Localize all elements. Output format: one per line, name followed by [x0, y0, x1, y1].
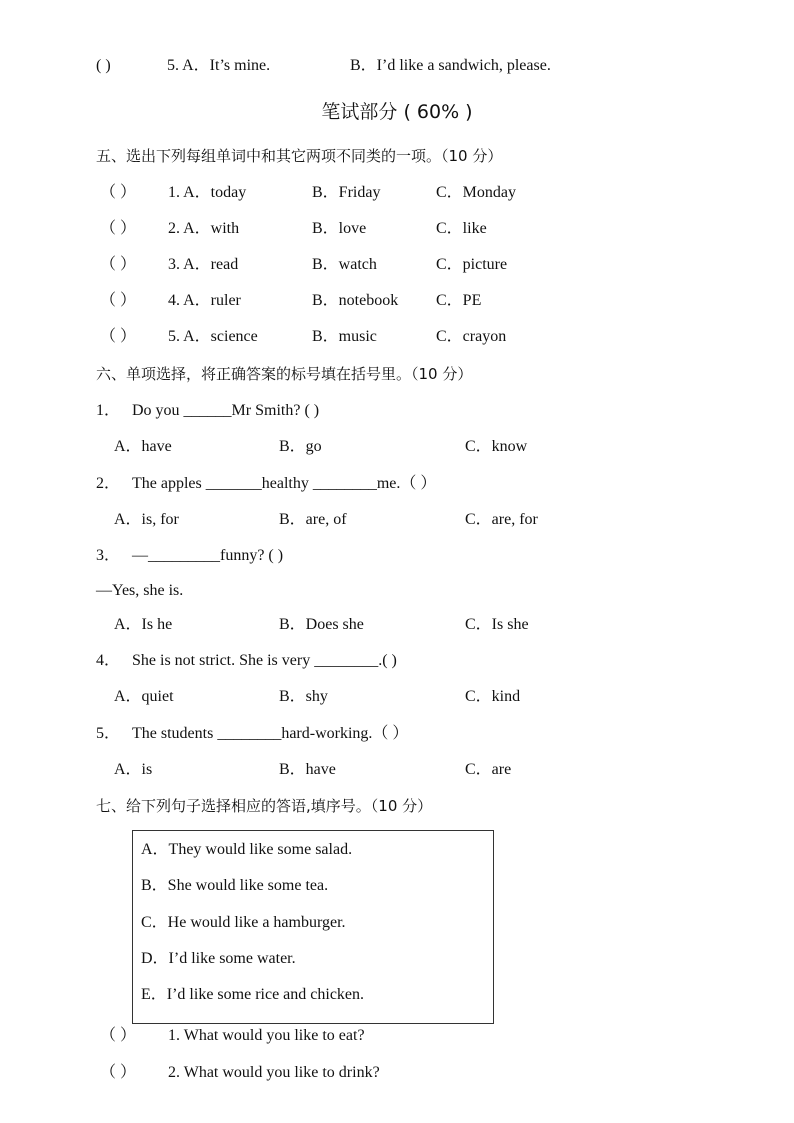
option-c: C．Is she [465, 616, 529, 633]
option-b: B．Does she [279, 616, 364, 633]
question-text: The apples _______healthy ________me.（ ） [132, 475, 437, 492]
option-b: B．love [312, 220, 367, 237]
option-b: B．shy [279, 688, 328, 705]
option-c: C．crayon [436, 328, 507, 345]
option-b: B．are, of [279, 511, 347, 528]
question-5-option-b: B．I’d like a sandwich, please. [350, 57, 551, 74]
question-number: 3． [96, 547, 121, 564]
option-b: B．go [279, 438, 322, 455]
option-c: C．know [465, 438, 528, 455]
option-c: C．are [465, 761, 512, 778]
option-a: A．is [114, 761, 153, 778]
answer-bracket: （ ） [100, 256, 137, 273]
question-number: 2． [96, 475, 121, 492]
option-a: A．quiet [114, 688, 174, 705]
section-title: 笔试部分 ( 60% ) [321, 101, 473, 123]
option-b: B．notebook [312, 292, 399, 309]
answer-choice: B．She would like some tea. [141, 877, 329, 894]
option-c: C．like [436, 220, 487, 237]
option-a: 2. A．with [168, 220, 240, 237]
question-5-top [96, 56, 111, 76]
option-a: 1. A．today [168, 184, 247, 201]
answer-bracket: （ ） [100, 220, 137, 237]
answer-bracket: （ ） [100, 292, 137, 309]
option-a: A．have [114, 438, 172, 455]
option-c: C．kind [465, 688, 521, 705]
option-a: A．is, for [114, 511, 179, 528]
answer-choice: C．He would like a hamburger. [141, 914, 346, 931]
answer-choices-box [132, 830, 494, 1024]
answer-bracket: （ ） [100, 1027, 137, 1044]
section-7-heading: 七、给下列句子选择相应的答语,填序号。（10 分） [96, 797, 433, 815]
question-number: 1． [96, 402, 121, 419]
question-text: 1. What would you like to eat? [168, 1027, 365, 1044]
option-b: B．music [312, 328, 377, 345]
answer-bracket: ( ) [96, 57, 111, 74]
question-text: She is not strict. She is very ________.( ) [132, 652, 397, 669]
answer-choice: D．I’d like some water. [141, 950, 296, 967]
question-text: Do you ______Mr Smith? ( ) [132, 402, 320, 419]
option-b: B．Friday [312, 184, 381, 201]
answer-bracket: （ ） [100, 184, 137, 201]
option-c: C．are, for [465, 511, 538, 528]
option-a: A．Is he [114, 616, 173, 633]
answer-choice: A．They would like some salad. [141, 841, 353, 858]
option-b: B．watch [312, 256, 377, 273]
question-number: 5． [96, 725, 121, 742]
option-a: 3. A．read [168, 256, 239, 273]
option-a: 5. A．science [168, 328, 258, 345]
question-number: 4． [96, 652, 121, 669]
option-b: B．have [279, 761, 336, 778]
answer-bracket: （ ） [100, 328, 137, 345]
option-a: 4. A．ruler [168, 292, 241, 309]
question-text: The students ________hard-working.（ ） [132, 725, 409, 742]
question-text: 2. What would you like to drink? [168, 1064, 380, 1081]
answer-choice: E．I’d like some rice and chicken. [141, 986, 365, 1003]
option-c: C．PE [436, 292, 482, 309]
option-c: C．picture [436, 256, 508, 273]
section-5-heading: 五、选出下列每组单词中和其它两项不同类的一项。（10 分） [96, 147, 503, 165]
question-text: —_________funny? ( ) [132, 547, 284, 564]
option-c: C．Monday [436, 184, 517, 201]
answer-bracket: （ ） [100, 1064, 137, 1081]
section-6-heading: 六、单项选择，将正确答案的标号填在括号里。（10 分） [96, 365, 473, 383]
question-5-option-a: 5. A．It’s mine. [167, 57, 271, 74]
question-reply: —Yes, she is. [96, 582, 184, 599]
